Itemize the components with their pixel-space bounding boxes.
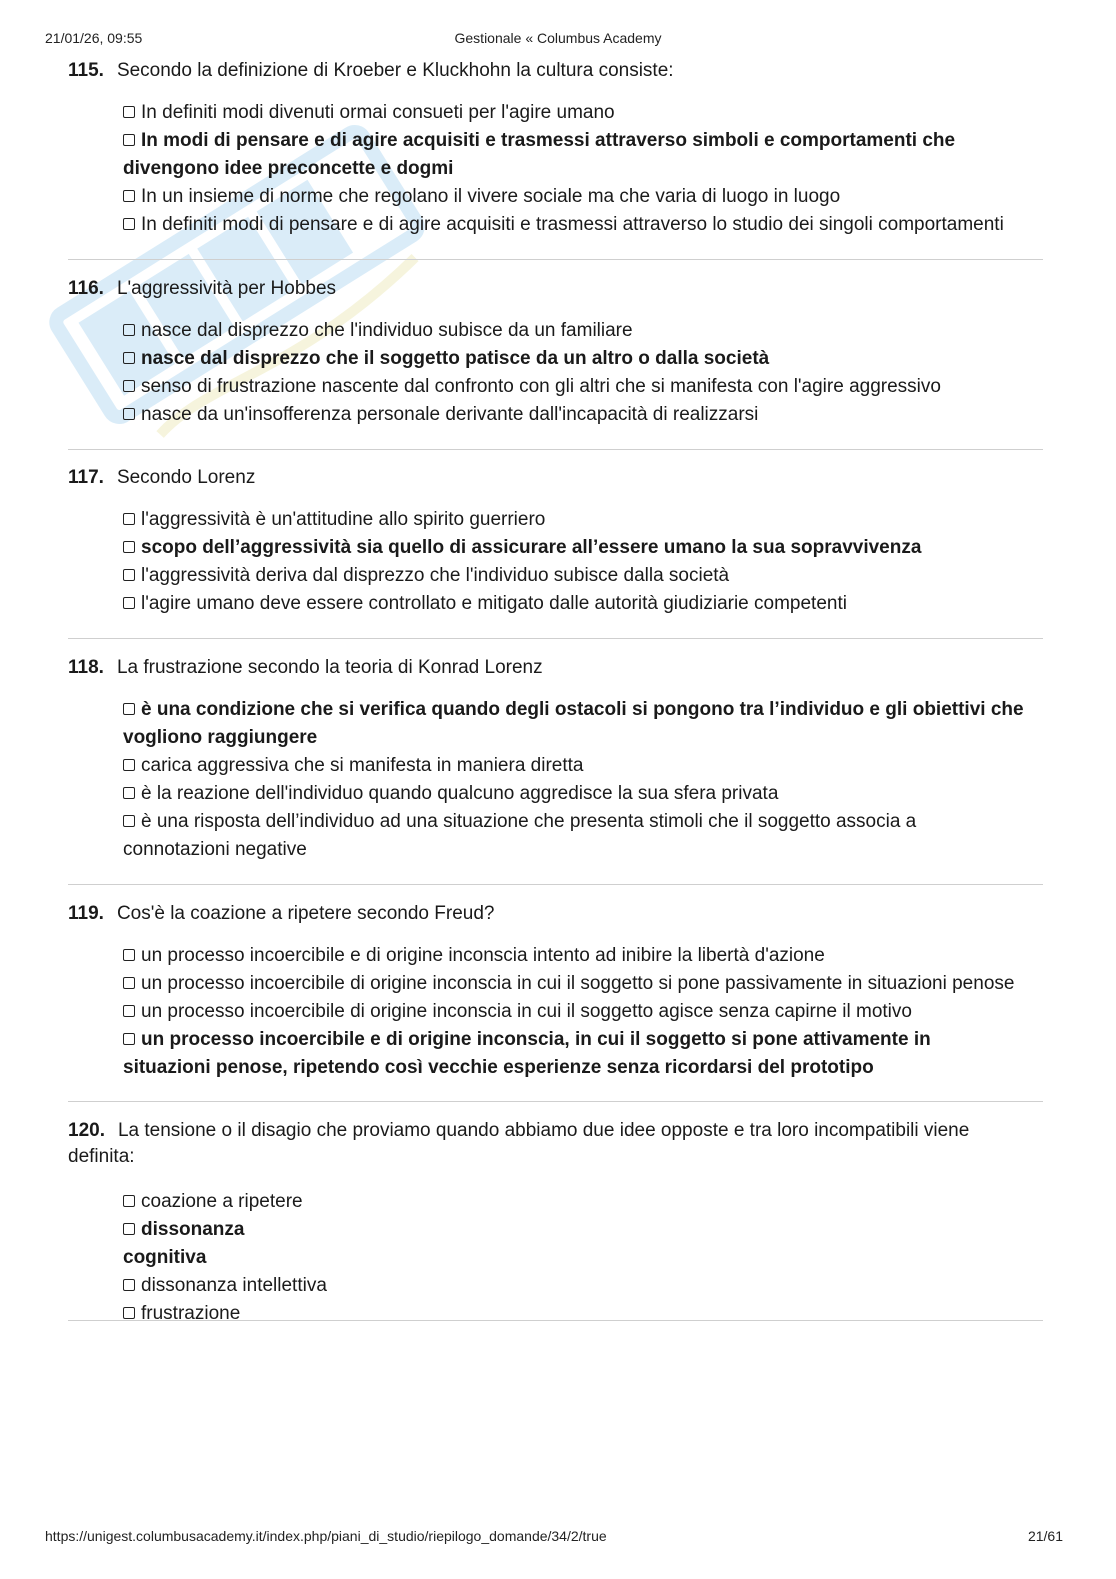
question-heading: [68, 901, 1043, 927]
answer-option[interactable]: [123, 99, 1043, 127]
answer-option[interactable]: [123, 780, 1043, 808]
answer-option[interactable]: [123, 183, 1043, 211]
answer-option[interactable]: [123, 1272, 1043, 1300]
answer-text: è una condizione che si verifica quando degli ostacoli si pongono tra l’individuo e gli obiettivi che vogliono raggiungere: [123, 699, 1024, 748]
question-118: [68, 655, 1043, 864]
answer-text: è una risposta dell’individuo ad una situazione che presenta stimoli che il soggetto associa a connotazioni negative: [123, 811, 917, 860]
checkbox[interactable]: [123, 1005, 135, 1017]
print-header: [45, 30, 1071, 48]
checkbox[interactable]: [123, 787, 135, 799]
question-text: L'aggressività per Hobbes: [116, 278, 337, 299]
answer-text: l'agire umano deve essere controllato e mitigato dalle autorità giudiziarie competenti: [141, 593, 847, 614]
answer-option-correct[interactable]: [123, 1026, 983, 1082]
answer-options: [68, 317, 1043, 429]
answer-text: In modi di pensare e di agire acquisiti e trasmessi attraverso simboli e comportamenti che divengono idee preconcette e dogmi: [123, 130, 956, 179]
checkbox[interactable]: [123, 815, 135, 827]
answer-options: [68, 99, 1043, 239]
answer-options: [68, 696, 1043, 864]
checkbox[interactable]: [123, 513, 135, 525]
answer-option[interactable]: [123, 998, 1043, 1026]
answer-options: [68, 942, 1043, 1082]
answer-text: carica aggressiva che si manifesta in maniera diretta: [141, 755, 584, 776]
question-number: 115.: [68, 60, 104, 81]
checkbox[interactable]: [123, 352, 135, 364]
question-119: [68, 901, 1043, 1082]
answer-text: In un insieme di norme che regolano il vivere sociale ma che varia di luogo in luogo: [141, 186, 841, 207]
answer-option[interactable]: [123, 1300, 1043, 1328]
checkbox[interactable]: [123, 703, 135, 715]
answer-text: frustrazione: [141, 1303, 241, 1324]
answer-option[interactable]: [123, 942, 1043, 970]
answer-text: In definiti modi di pensare e di agire acquisiti e trasmessi attraverso lo studio dei singoli comportamenti: [141, 214, 1004, 235]
checkbox[interactable]: [123, 1195, 135, 1207]
question-117: [68, 465, 1043, 618]
answer-option[interactable]: [123, 211, 1043, 239]
answer-option-correct[interactable]: [123, 1216, 258, 1272]
checkbox[interactable]: [123, 1223, 135, 1235]
answer-text[interactable]: l'aggressività deriva dal disprezzo che l'individuo subisce dalla società: [141, 565, 730, 586]
question-text: Cos'è la coazione a ripetere secondo Freud?: [116, 903, 495, 924]
answer-option[interactable]: [123, 752, 1043, 780]
divider: [68, 884, 1043, 885]
checkbox[interactable]: [123, 977, 135, 989]
checkbox[interactable]: [123, 106, 135, 118]
answer-text: un processo incoercibile e di origine inconscia, in cui il soggetto si pone attivamente in situazioni penose, ripetendo così vecchie esperienze senza ricordarsi del prototipo: [123, 1029, 931, 1078]
question-heading: [68, 465, 1043, 491]
answer-text: senso di frustrazione nascente dal confronto con gli altri che si manifesta con l'agire aggressivo: [141, 376, 941, 397]
question-heading: [68, 276, 1043, 302]
answer-text: nasce dal disprezzo che il soggetto patisce da un altro o dalla società: [141, 348, 770, 369]
question-120: [68, 1118, 1043, 1328]
checkbox[interactable]: [123, 949, 135, 961]
answer-text: un processo incoercibile e di origine inconscia intento ad inibire la libertà d'azione: [141, 945, 825, 966]
answer-text: nasce dal disprezzo che l'individuo subisce da un familiare: [141, 320, 633, 341]
answer-text: un processo incoercibile di origine inconscia in cui il soggetto si pone passivamente in situazioni penose: [141, 973, 1015, 994]
checkbox[interactable]: [123, 597, 135, 609]
divider: [68, 259, 1043, 260]
answer-option-correct[interactable]: [123, 127, 1043, 183]
answer-option[interactable]: [123, 506, 923, 534]
question-heading: [68, 58, 1043, 84]
question-heading: [68, 655, 1043, 681]
answer-options: [68, 1188, 1043, 1328]
checkbox[interactable]: [123, 1307, 135, 1319]
question-number: 117.: [68, 467, 104, 488]
answer-option[interactable]: [123, 401, 1043, 429]
page-url[interactable]: https://unigest.columbusacademy.it/index.php/piani_di_studio/riepilogo_domande/34/2/true: [45, 1528, 607, 1544]
answer-text: un processo incoercibile di origine inconscia in cui il soggetto agisce senza capirne il motivo: [141, 1001, 912, 1022]
answer-option[interactable]: [123, 590, 923, 618]
question-text: La tensione o il disagio che proviamo quando abbiamo due idee opposte e tra loro incompatibili viene definita:: [68, 1120, 970, 1167]
question-number: 116.: [68, 278, 104, 299]
print-footer: [45, 1528, 1071, 1546]
checkbox[interactable]: [123, 541, 135, 553]
answer-option[interactable]: [123, 317, 1043, 345]
checkbox[interactable]: [123, 1279, 135, 1291]
answer-option[interactable]: [123, 808, 943, 864]
answer-option[interactable]: [123, 373, 1043, 401]
divider: [68, 1101, 1043, 1102]
question-text: La frustrazione secondo la teoria di Konrad Lorenz: [116, 657, 543, 678]
answer-text-correct[interactable]: scopo dell’aggressività sia quello di assicurare all’essere umano la sua sopravvivenza: [141, 537, 922, 558]
answer-option[interactable]: [123, 1188, 1043, 1216]
checkbox[interactable]: [123, 218, 135, 230]
question-text: Secondo la definizione di Kroeber e Kluckhohn la cultura consiste:: [116, 60, 674, 81]
answer-option-correct[interactable]: [123, 696, 1043, 752]
checkbox[interactable]: [123, 1033, 135, 1045]
answer-text: dissonanza cognitiva: [123, 1219, 245, 1268]
checkbox[interactable]: [123, 569, 135, 581]
answer-option-correct[interactable]: [123, 345, 1043, 373]
question-116: [68, 276, 1043, 429]
answer-option-group: [123, 534, 923, 590]
answer-option[interactable]: [123, 970, 1043, 998]
answer-text: dissonanza intellettiva: [141, 1275, 327, 1296]
checkbox[interactable]: [123, 134, 135, 146]
print-page-title: Gestionale « Columbus Academy: [454, 30, 662, 46]
question-number: 120.: [68, 1120, 105, 1141]
answer-text: coazione a ripetere: [141, 1191, 303, 1212]
answer-text: l'aggressività è un'attitudine allo spirito guerriero: [141, 509, 546, 530]
answer-text: nasce da un'insofferenza personale derivante dall'incapacità di realizzarsi: [141, 404, 759, 425]
question-number: 118.: [68, 657, 104, 678]
divider: [68, 449, 1043, 450]
divider: [68, 638, 1043, 639]
answer-text: è la reazione dell'individuo quando qualcuno aggredisce la sua sfera privata: [141, 783, 779, 804]
question-text: Secondo Lorenz: [116, 467, 256, 488]
divider: [68, 1320, 1043, 1321]
print-datetime: 21/01/26, 09:55: [45, 30, 143, 46]
checkbox[interactable]: [123, 759, 135, 771]
page-number: 21/61: [1027, 1528, 1063, 1544]
answer-text: In definiti modi divenuti ormai consueti per l'agire umano: [141, 102, 615, 123]
checkbox[interactable]: [123, 380, 135, 392]
question-115: [68, 58, 1043, 239]
checkbox[interactable]: [123, 324, 135, 336]
question-number: 119.: [68, 903, 104, 924]
answer-options: [68, 506, 923, 618]
checkbox[interactable]: [123, 408, 135, 420]
question-heading: [68, 1118, 1028, 1170]
checkbox[interactable]: [123, 190, 135, 202]
